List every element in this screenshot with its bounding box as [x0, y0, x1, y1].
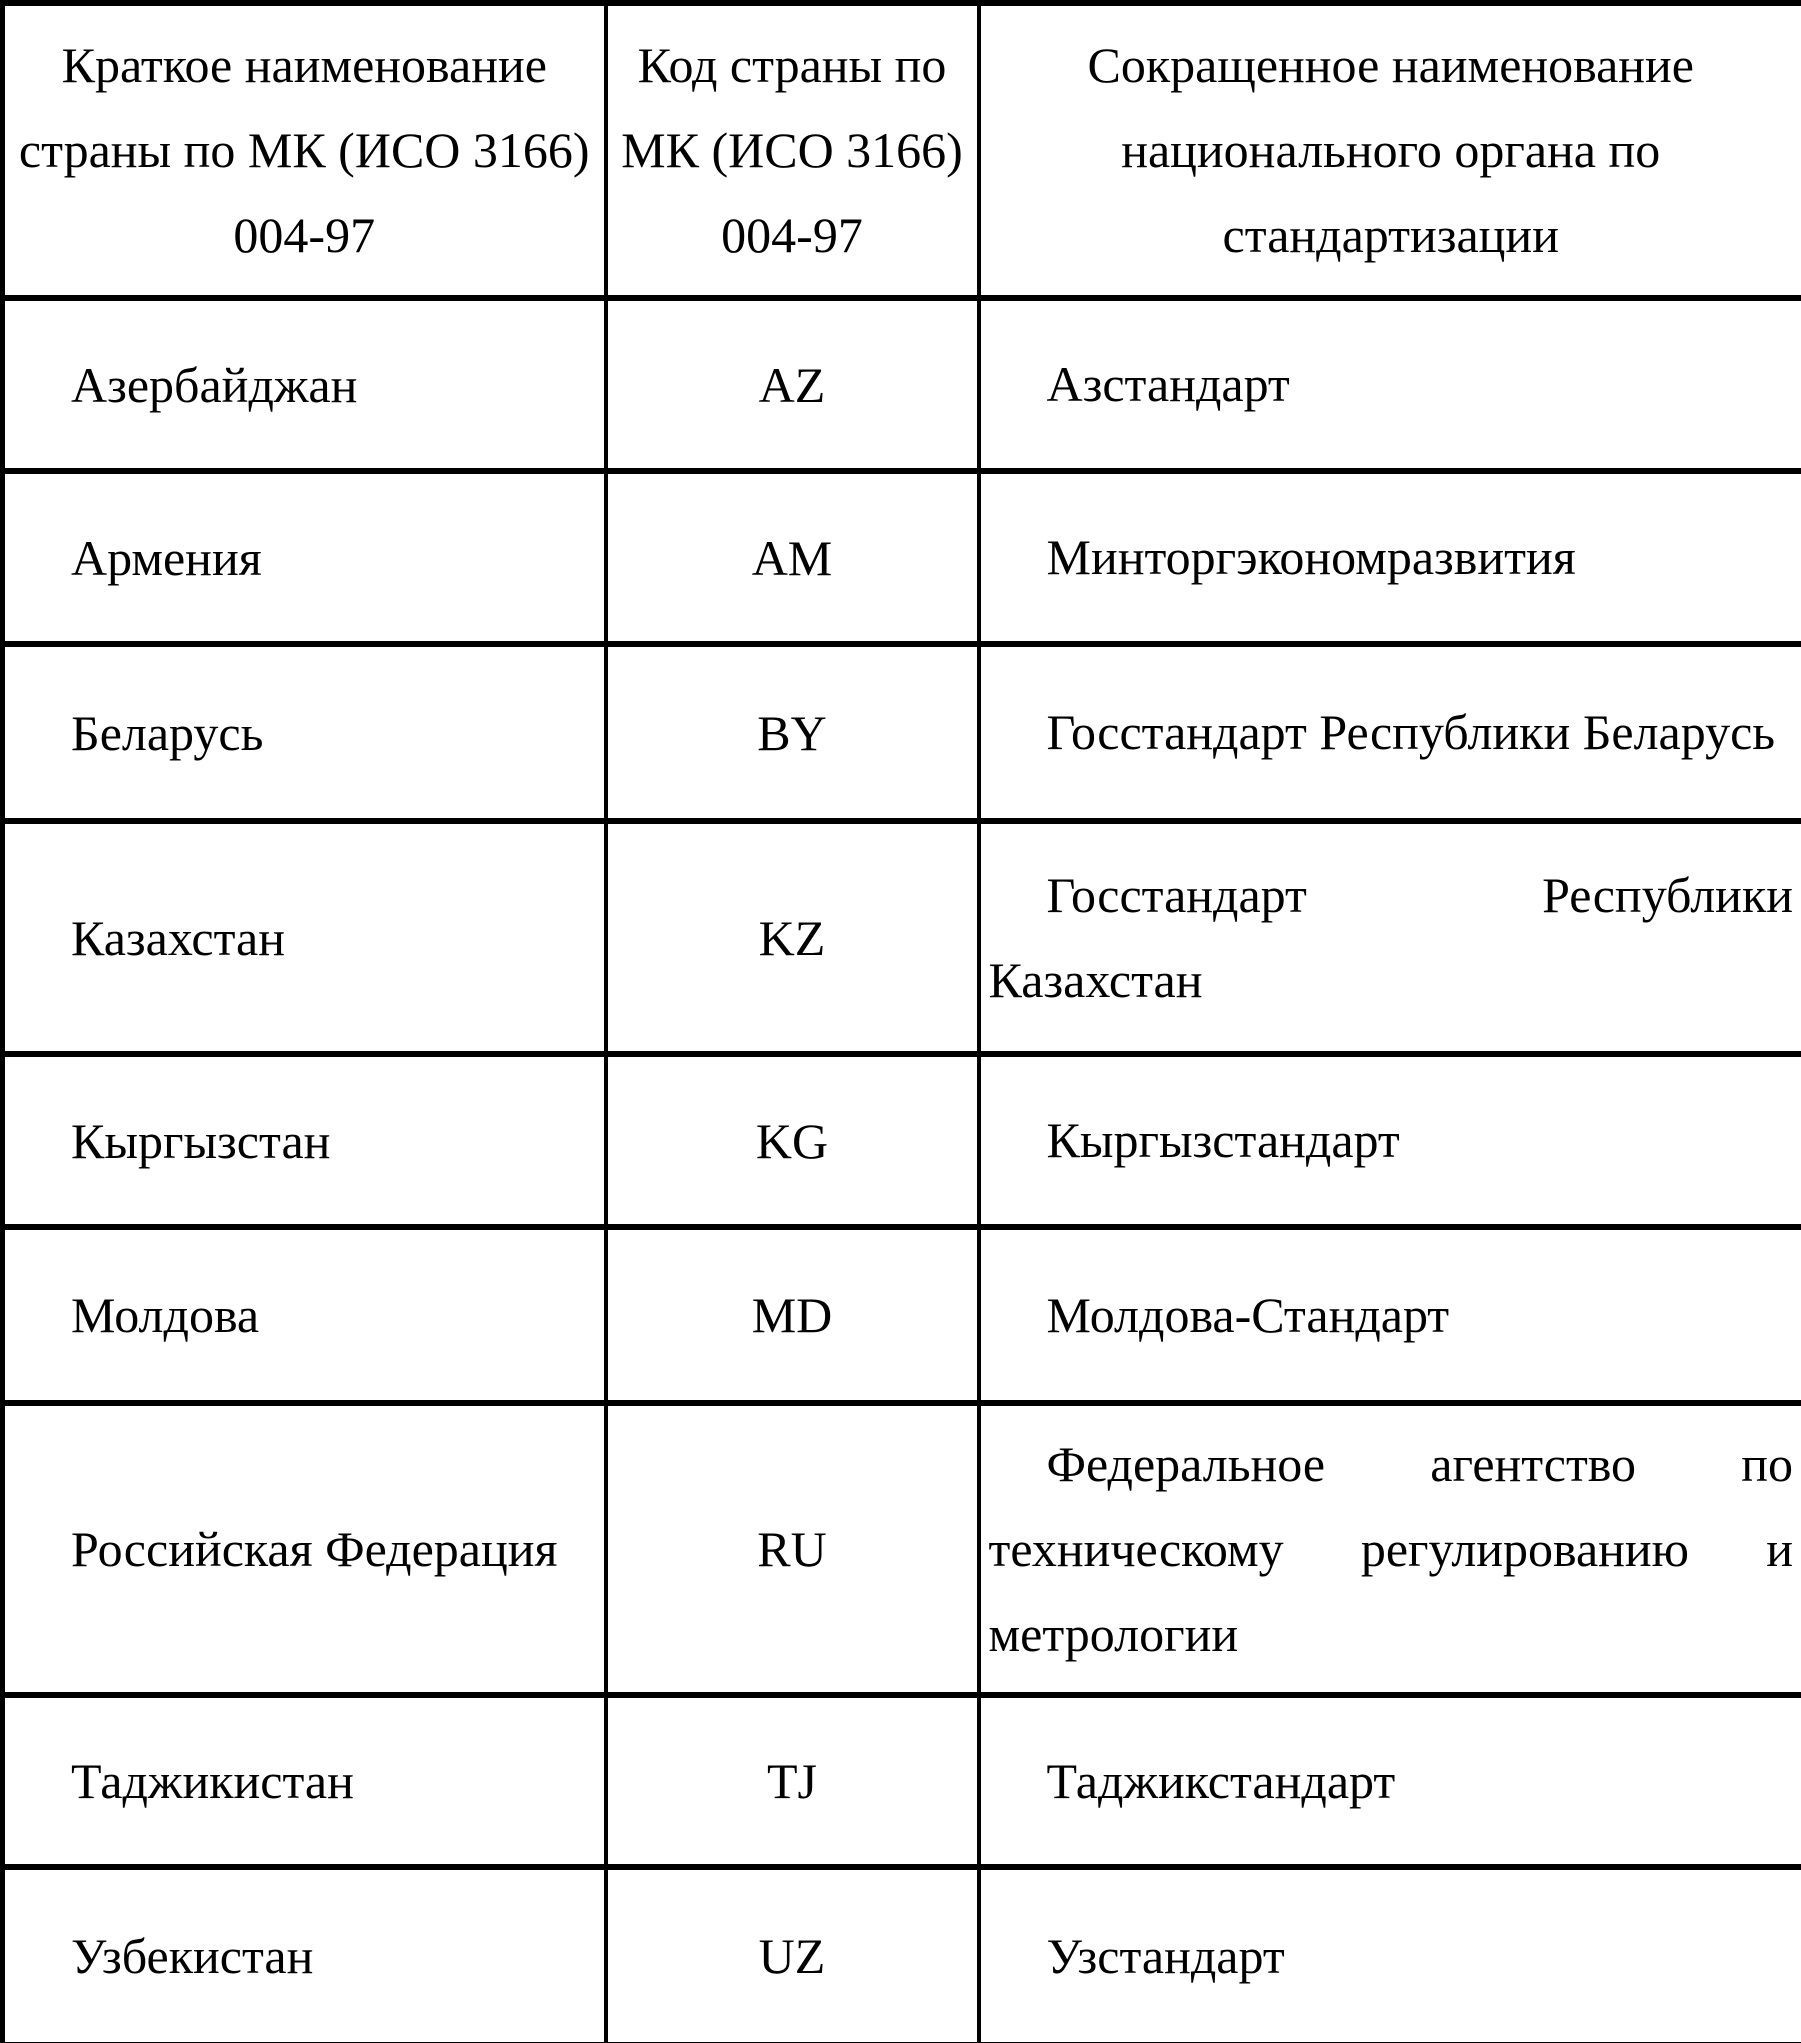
header-org-line: стандартизации	[1222, 207, 1559, 263]
code-cell: KG	[606, 1054, 979, 1227]
country-cell: Армения	[3, 471, 606, 644]
table-row	[3, 1403, 1801, 1695]
table-row	[3, 471, 1801, 644]
code-cell: RU	[606, 1403, 979, 1695]
header-country	[3, 3, 606, 298]
org-cell	[979, 1867, 1801, 2043]
country-cell: Азербайджан	[3, 298, 606, 471]
table-row	[3, 1227, 1801, 1403]
org-cell	[979, 471, 1801, 644]
org-cell	[979, 298, 1801, 471]
country-cell: Узбекистан	[3, 1867, 606, 2043]
country-cell: Молдова	[3, 1227, 606, 1403]
org-line: Азстандарт	[1046, 356, 1290, 412]
code-cell: KZ	[606, 821, 979, 1054]
table-row	[3, 644, 1801, 821]
org-cell	[979, 1054, 1801, 1227]
org-line: метрологии	[988, 1605, 1239, 1662]
org-line: Кыргызстандарт	[1046, 1112, 1400, 1168]
table-row	[3, 1054, 1801, 1227]
country-cell: Кыргызстан	[3, 1054, 606, 1227]
org-line: техническому регулированию и	[988, 1520, 1793, 1577]
country-cell: Беларусь	[3, 644, 606, 821]
org-line: Таджикстандарт	[1046, 1752, 1396, 1809]
org-cell	[979, 1695, 1801, 1867]
header-country-line: 004-97	[233, 207, 376, 263]
org-cell	[979, 821, 1801, 1054]
code-cell: UZ	[606, 1867, 979, 2043]
header-country-line: Краткое наименование	[61, 37, 547, 93]
table-row	[3, 298, 1801, 471]
header-org-line: Сокращенное наименование	[1087, 37, 1694, 93]
org-cell	[979, 644, 1801, 821]
org-line: Казахстан	[988, 951, 1203, 1008]
table-row	[3, 1867, 1801, 2043]
org-line: Госстандарт Республики	[1046, 866, 1793, 923]
header-code	[606, 3, 979, 298]
code-cell: AM	[606, 471, 979, 644]
code-cell: BY	[606, 644, 979, 821]
header-code-line: Код страны по	[637, 37, 947, 93]
org-line: Узстандарт	[1046, 1927, 1285, 1984]
org-line: Федеральное агентство по	[1046, 1435, 1793, 1492]
org-line: Минторгэкономразвития	[1046, 529, 1576, 585]
code-cell: TJ	[606, 1695, 979, 1867]
table-row	[3, 821, 1801, 1054]
country-cell: Российская Федерация	[3, 1403, 606, 1695]
header-org-line: национального органа по	[1121, 122, 1661, 178]
header-org	[979, 3, 1801, 298]
table-row	[3, 1695, 1801, 1867]
org-cell	[979, 1403, 1801, 1695]
header-row	[3, 3, 1801, 298]
org-line: Молдова-Стандарт	[1046, 1286, 1450, 1343]
org-line: Госстандарт Республики Беларусь	[1046, 704, 1776, 760]
code-cell: AZ	[606, 298, 979, 471]
header-country-line: страны по МК (ИСО 3166)	[18, 122, 590, 178]
country-cell: Казахстан	[3, 821, 606, 1054]
org-cell	[979, 1227, 1801, 1403]
country-cell: Таджикистан	[3, 1695, 606, 1867]
header-code-line: 004-97	[721, 207, 863, 263]
code-cell: MD	[606, 1227, 979, 1403]
header-code-line: МК (ИСО 3166)	[621, 122, 963, 178]
